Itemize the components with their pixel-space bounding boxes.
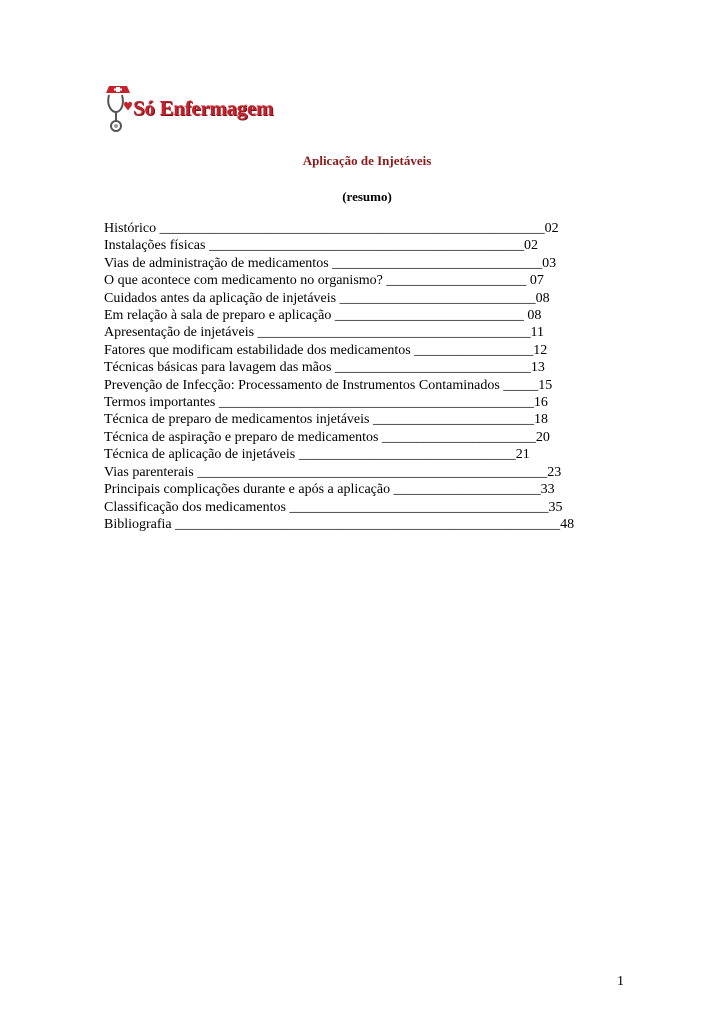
toc-entry: Classificação dos medicamentos _____________________________________35 (104, 499, 563, 515)
toc-entry: Técnica de aplicação de injetáveis _______________________________21 (104, 447, 530, 463)
logo (103, 84, 274, 136)
toc-entry: Técnica de aspiração e preparo de medicamentos ______________________20 (104, 429, 550, 445)
toc-entry: Apresentação de injetáveis _______________________________________11 (104, 325, 545, 341)
toc-entry: Vias parenterais __________________________________________________23 (104, 464, 562, 480)
toc-entry: Vias de administração de medicamentos ______________________________03 (104, 255, 557, 271)
toc-entry: Histórico _______________________________________________________02 (104, 221, 559, 236)
document-title: Aplicação de Injetáveis (302, 153, 432, 168)
logo-text: Só Enfermagem (133, 96, 274, 120)
toc-entry: Bibliografia _______________________________________________________48 (104, 516, 575, 532)
toc-entry: O que acontece com medicamento no organismo? ____________________ 07 (104, 273, 544, 289)
toc-entry: Em relação à sala de preparo e aplicação ___________________________ 08 (104, 308, 542, 324)
toc-entry: Prevenção de Infecção: Processamento de Instrumentos Contaminados _____15 (104, 377, 553, 393)
toc-entry: Cuidados antes da aplicação de injetáveis ____________________________08 (104, 290, 550, 306)
toc-entry: Termos importantes _____________________________________________16 (104, 395, 548, 411)
page-number: 1 (617, 974, 624, 989)
toc-entry: Principais complicações durante e após a aplicação _____________________33 (104, 482, 555, 498)
document-subtitle: (resumo) (342, 189, 392, 204)
table-of-contents (104, 220, 574, 533)
toc-entry: Técnicas básicas para lavagem das mãos ____________________________13 (104, 360, 545, 376)
toc-entry: Instalações físicas _____________________________________________02 (104, 238, 538, 254)
toc-entry: Fatores que modificam estabilidade dos medicamentos _________________12 (104, 342, 548, 358)
toc-entry: Técnica de preparo de medicamentos injetáveis _______________________18 (104, 412, 548, 428)
nurse-stethoscope-icon (103, 84, 135, 136)
